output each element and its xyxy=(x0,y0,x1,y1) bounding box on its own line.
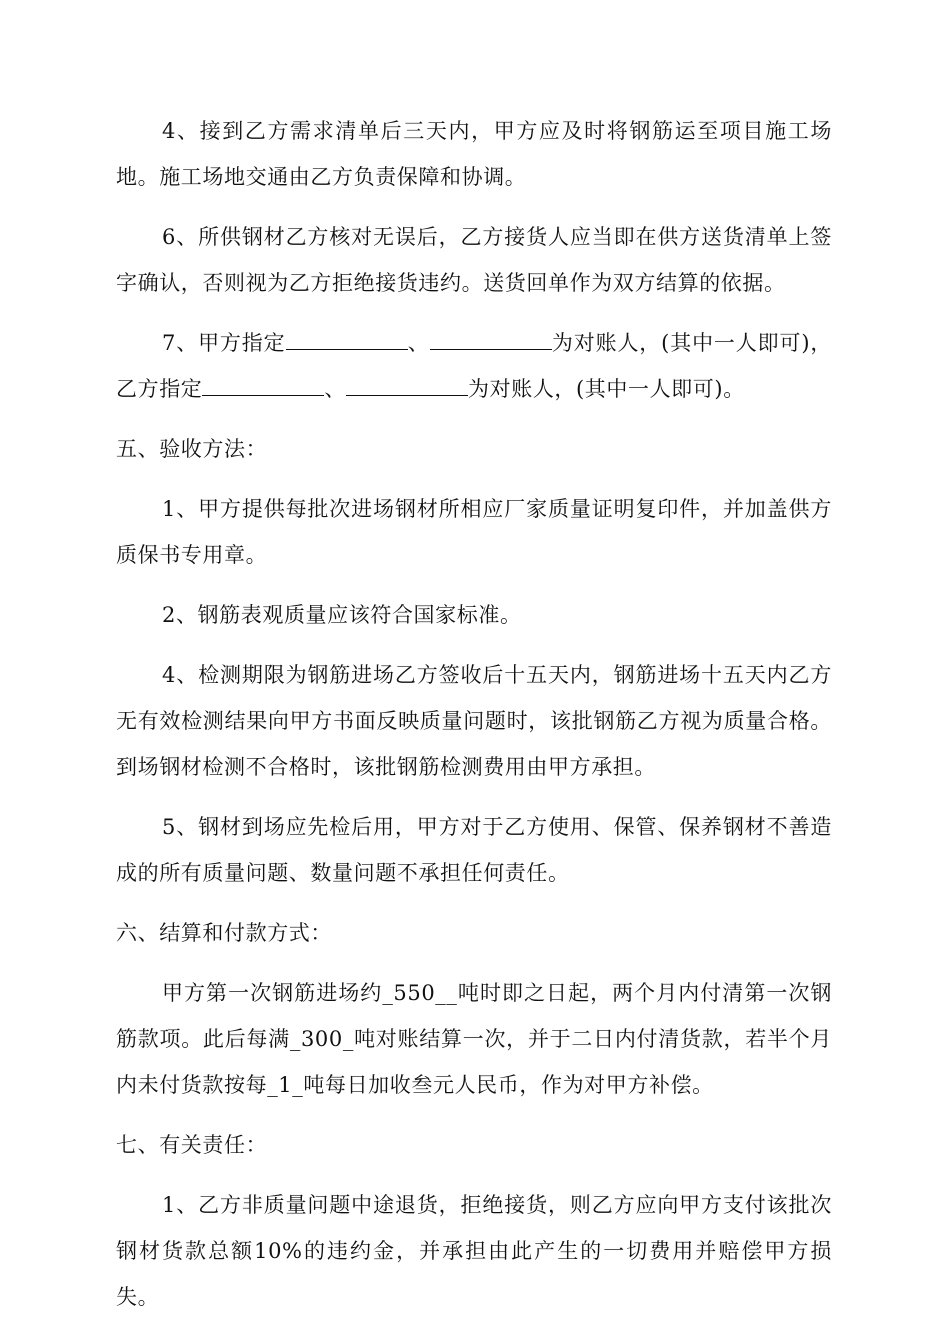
section-7-item: 1、乙方非质量问题中途退货，拒绝接货，则乙方应向甲方支付该批次钢材货款总额10%的违约金，并承担由此产生的一切费用并赔偿甲方损失。 xyxy=(116,1193,832,1309)
payment-text-3: 吨对账结算一次，并于二日内付清货款，若半个月内未付货款按每 xyxy=(116,1027,832,1097)
section-5-heading: 五、验收方法： xyxy=(116,437,268,461)
first-delivery-tonnage: _550__ xyxy=(382,981,458,1005)
settlement-tonnage: _300_ xyxy=(289,1027,354,1051)
penalty-unit-tonnage: _1_ xyxy=(267,1073,304,1097)
section-6-payment-terms xyxy=(116,970,832,1108)
party-a-contact-blank-1 xyxy=(286,327,408,350)
clause-7-reconciliation xyxy=(116,320,832,412)
document-page xyxy=(116,108,832,1334)
payment-text-1: 甲方第一次钢筋进场约 xyxy=(162,981,383,1005)
clause-7-text-c: 为对账人，(其中一人即可)。 xyxy=(468,377,745,401)
party-b-contact-blank-1 xyxy=(202,373,324,396)
clause-7-separator-1: 、 xyxy=(407,331,430,355)
section-5-item: 4、检测期限为钢筋进场乙方签收后十五天内，钢筋进场十五天内乙方无有效检测结果向甲方书面反映质量问题时，该批钢筋乙方视为质量合格。到场钢材检测不合格时，该批钢筋检测费用由甲方承担。 xyxy=(116,663,832,779)
clause-7-text-a: 7、甲方指定 xyxy=(162,331,286,355)
section-5-item: 5、钢材到场应先检后用，甲方对于乙方使用、保管、保养钢材不善造成的所有质量问题、数量问题不承担任何责任。 xyxy=(116,815,832,885)
section-5-item: 2、钢筋表观质量应该符合国家标准。 xyxy=(162,603,522,627)
section-7-heading: 七、有关责任： xyxy=(116,1133,268,1157)
payment-text-2: 吨时即之日起，两个月内付清第一次钢筋款项。此后每满 xyxy=(116,981,833,1051)
clause-7-text-b: 为对账人，(其中一人即可)，乙方指定 xyxy=(116,331,832,401)
section-6-heading: 六、结算和付款方式： xyxy=(116,921,332,945)
clause-7-separator-2: 、 xyxy=(324,377,347,401)
party-b-contact-blank-2 xyxy=(346,373,468,396)
clause-4-delivery: 4、接到乙方需求清单后三天内，甲方应及时将钢筋运至项目施工场地。施工场地交通由乙方负责保障和协调。 xyxy=(116,119,832,189)
payment-text-4: 吨每日加收叁元人民币，作为对甲方补偿。 xyxy=(303,1073,714,1097)
party-a-contact-blank-2 xyxy=(430,327,552,350)
section-5-item: 1、甲方提供每批次进场钢材所相应厂家质量证明复印件，并加盖供方质保书专用章。 xyxy=(116,497,832,567)
clause-6-confirmation: 6、所供钢材乙方核对无误后，乙方接货人应当即在供方送货清单上签字确认，否则视为乙方拒绝接货违约。送货回单作为双方结算的依据。 xyxy=(116,225,832,295)
